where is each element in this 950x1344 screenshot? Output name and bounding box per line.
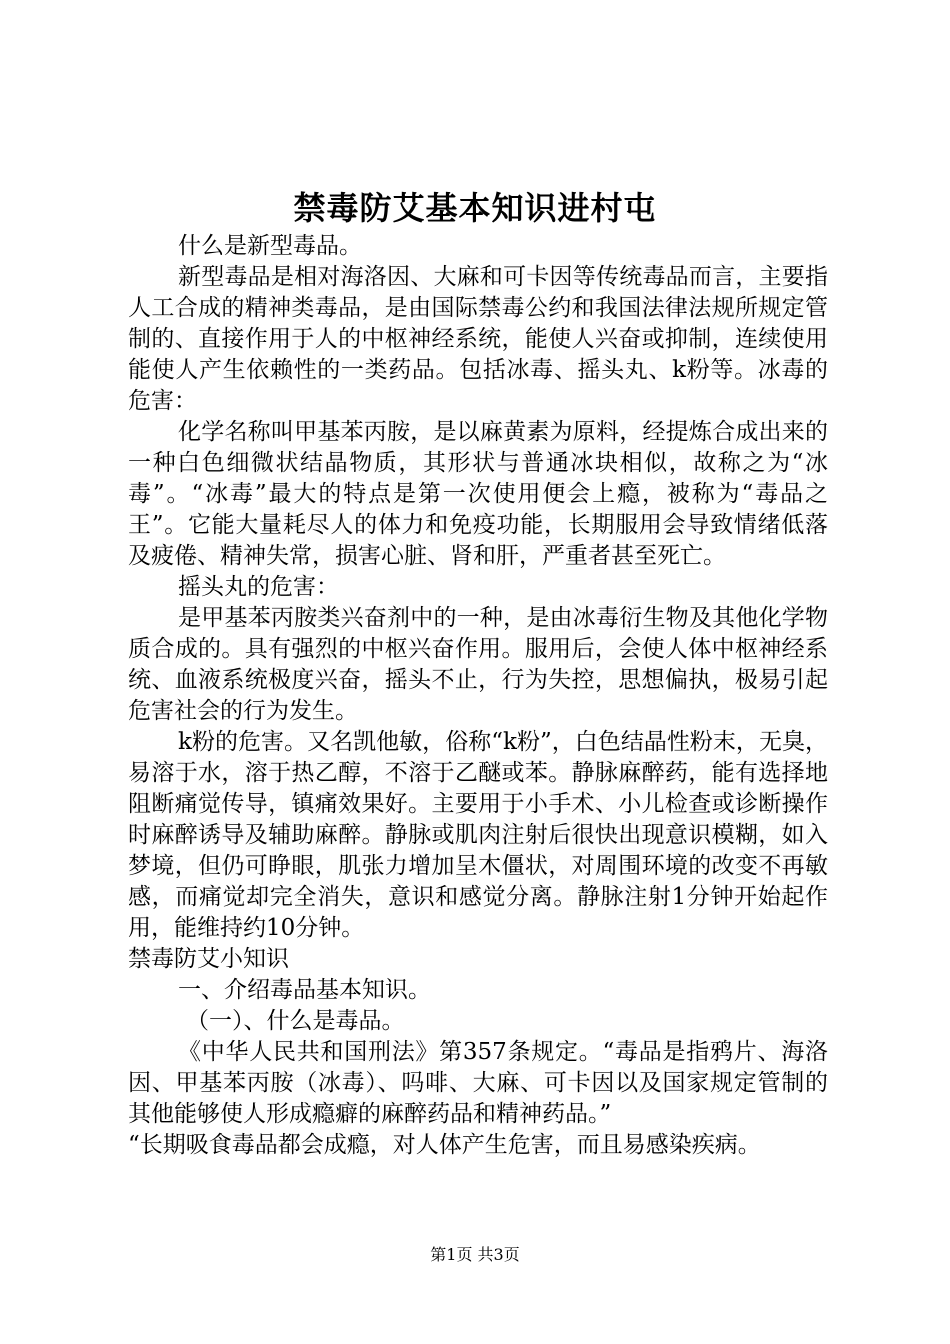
paragraph: 是甲基苯丙胺类兴奋剂中的一种，是由冰毒衍生物及其他化学物质合成的。具有强烈的中枢兴奋作用。服用后，会使人体中枢神经系统、血液系统极度兴奋，摇头不止，行为失控，思想偏执，极易引起危害社会的行为发生。 (128, 605, 828, 724)
document-title: 禁毒防艾基本知识进村屯 (293, 189, 657, 227)
paragraph: 摇头丸的危害： (178, 574, 339, 600)
paragraph: 一、介绍毒品基本知识。 (178, 977, 431, 1003)
paragraph: “长期吸食毒品都会成瘾，对人体产生危害，而且易感染疾病。 (128, 1132, 761, 1158)
paragraph: 《中华人民共和国刑法》第357条规定。“毒品是指鸦片、海洛因、甲基苯丙胺（冰毒）、吗啡、大麻、可卡因以及国家规定管制的其他能够使人形成瘾癖的麻醉药品和精神药品。” (128, 1039, 828, 1127)
page-footer: 第1页 共3页 (430, 1245, 520, 1264)
paragraph: 什么是新型毒品。 (178, 233, 362, 259)
paragraph: 化学名称叫甲基苯丙胺，是以麻黄素为原料，经提炼合成出来的一种白色细微状结晶物质，其形状与普通冰块相似，故称之为“冰毒”。“冰毒”最大的特点是第一次使用便会上瘾，被称为“毒品之王”。它能大量耗尽人的体力和免疫功能，长期服用会导致情绪低落及疲倦、精神失常，损害心脏、肾和肝，严重者甚至死亡。 (128, 419, 828, 569)
document-body (128, 231, 828, 1161)
paragraph: 禁毒防艾小知识 (128, 946, 289, 972)
paragraph: k粉的危害。又名凯他敏，俗称“k粉”，白色结晶性粉末，无臭，易溶于水，溶于热乙醇，不溶于乙醚或苯。静脉麻醉药，能有选择地阻断痛觉传导，镇痛效果好。主要用于小手术、小儿检查或诊断操作时麻醉诱导及辅助麻醉。静脉或肌肉注射后很快出现意识模糊，如入梦境，但仍可睁眼，肌张力增加呈木僵状，对周围环境的改变不再敏感，而痛觉却完全消失，意识和感觉分离。静脉注射1分钟开始起作用，能维持约10分钟。 (128, 729, 828, 941)
paragraph: 新型毒品是相对海洛因、大麻和可卡因等传统毒品而言，主要指人工合成的精神类毒品，是由国际禁毒公约和我国法律法规所规定管制的、直接作用于人的中枢神经系统，能使人兴奋或抑制，连续使用能使人产生依赖性的一类药品。包括冰毒、摇头丸、k粉等。冰毒的危害： (128, 264, 828, 414)
paragraph: （一）、什么是毒品。 (186, 1008, 405, 1034)
